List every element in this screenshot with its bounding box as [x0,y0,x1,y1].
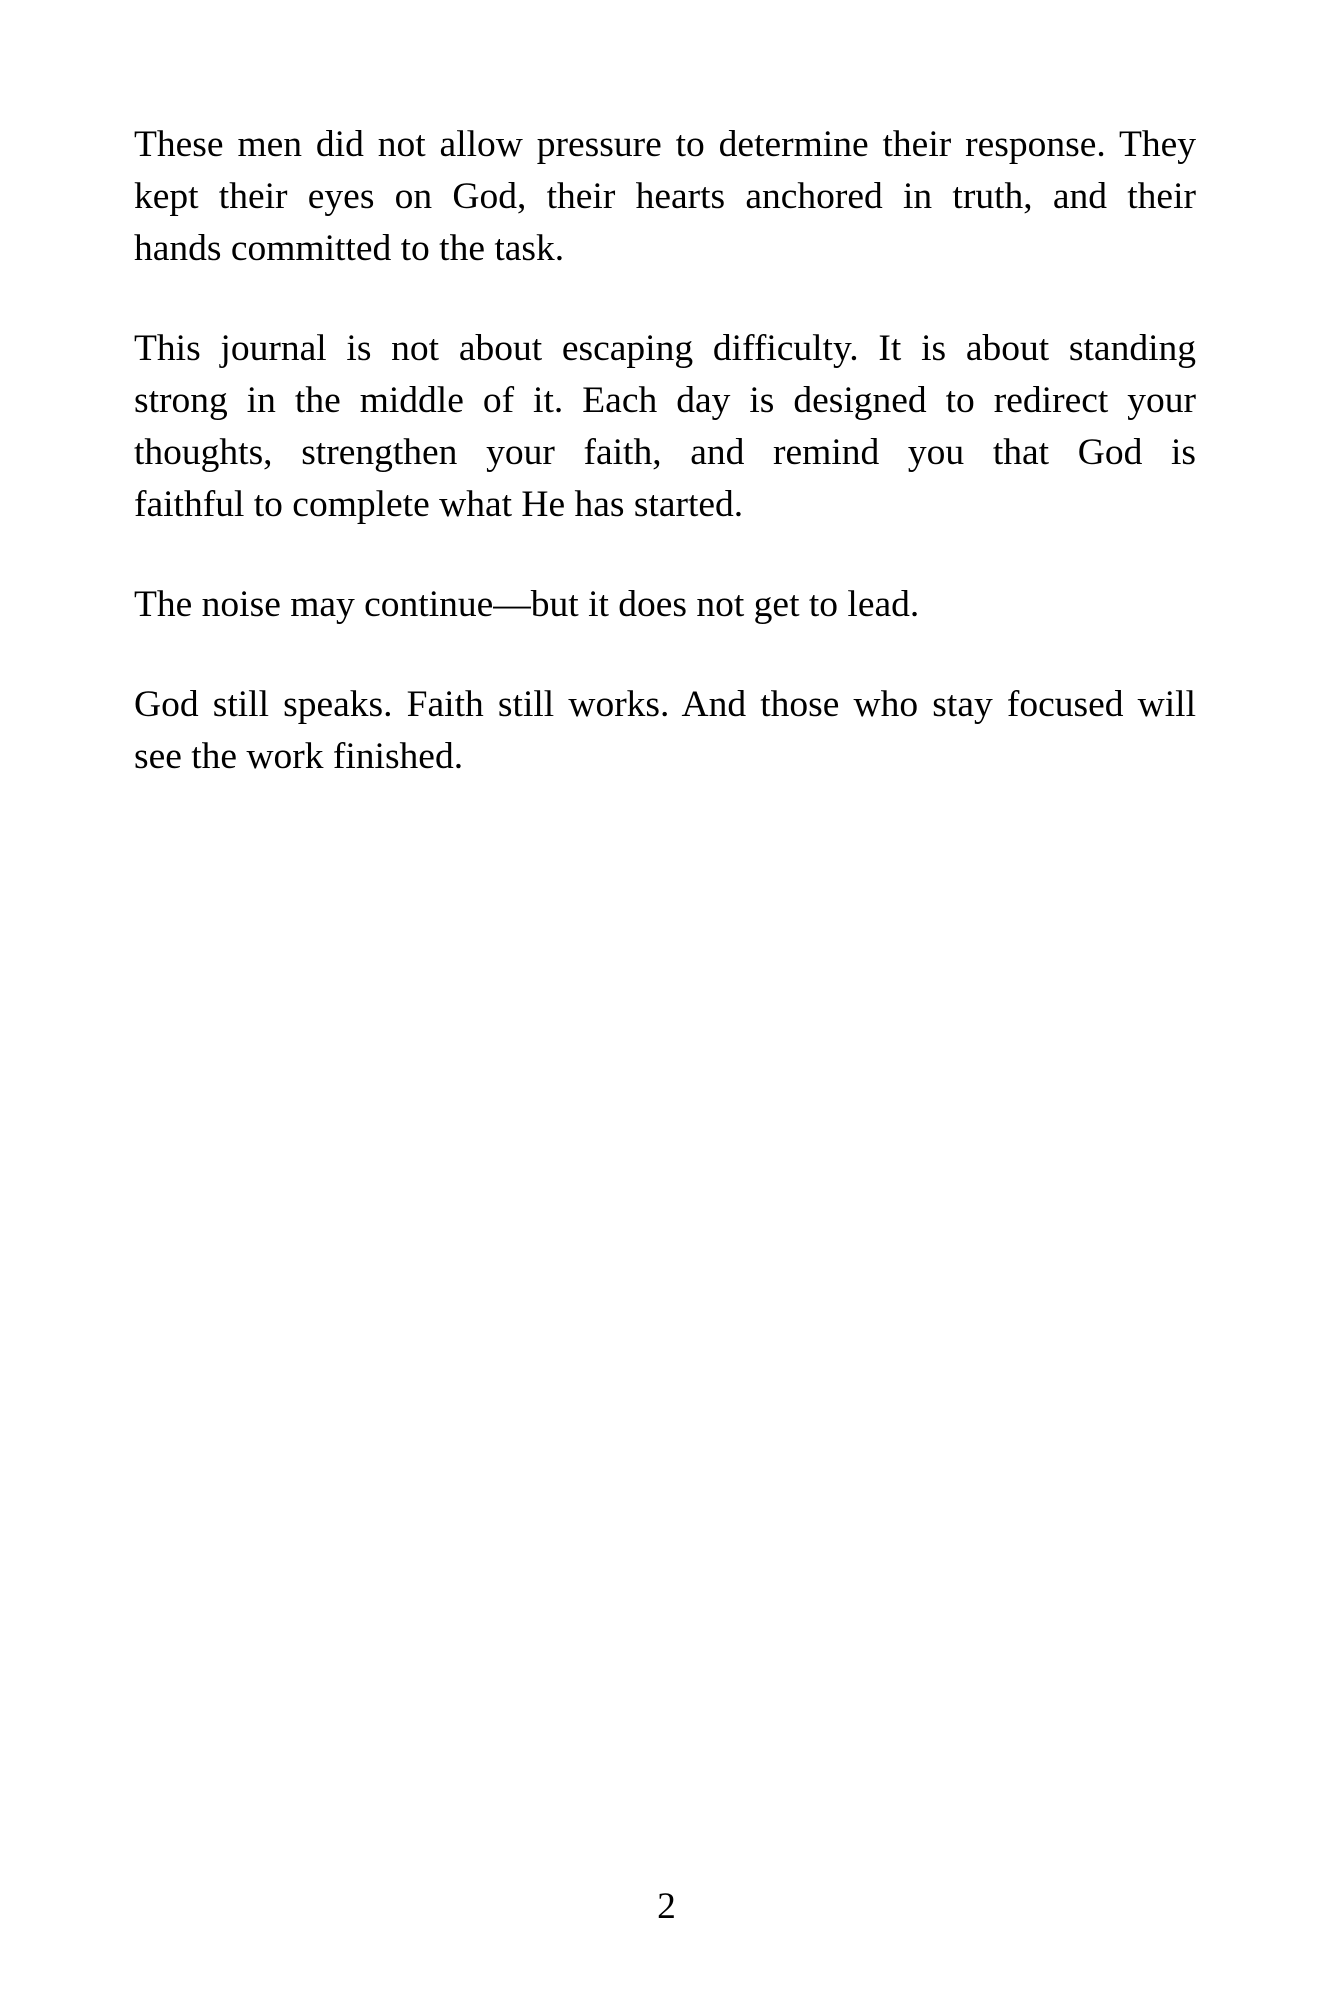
text-line: The noise may continue—but it does not get to lead. [134,584,920,625]
text-line: God still speaks. Faith still works. And those who stay focused will [134,684,1196,725]
paragraph-1 [134,119,1196,275]
text-line: thoughts, strengthen your faith, and remind you that God is [134,432,1196,473]
text-line: This journal is not about escaping difficulty. It is about standing [134,328,1196,369]
text-line: hands committed to the task. [134,228,565,269]
text-line: kept their eyes on God, their hearts anchored in truth, and their [134,176,1196,217]
text-line: strong in the middle of it. Each day is designed to redirect your [134,380,1196,421]
text-line: These men did not allow pressure to determine their response. They [134,124,1196,165]
paragraph-3 [134,579,1196,631]
text-block [134,119,1196,831]
text-line: faithful to complete what He has started. [134,484,744,525]
text-line: see the work finished. [134,736,464,777]
page-number: 2 [657,1886,676,1927]
paragraph-4 [134,679,1196,783]
paragraph-2 [134,323,1196,531]
